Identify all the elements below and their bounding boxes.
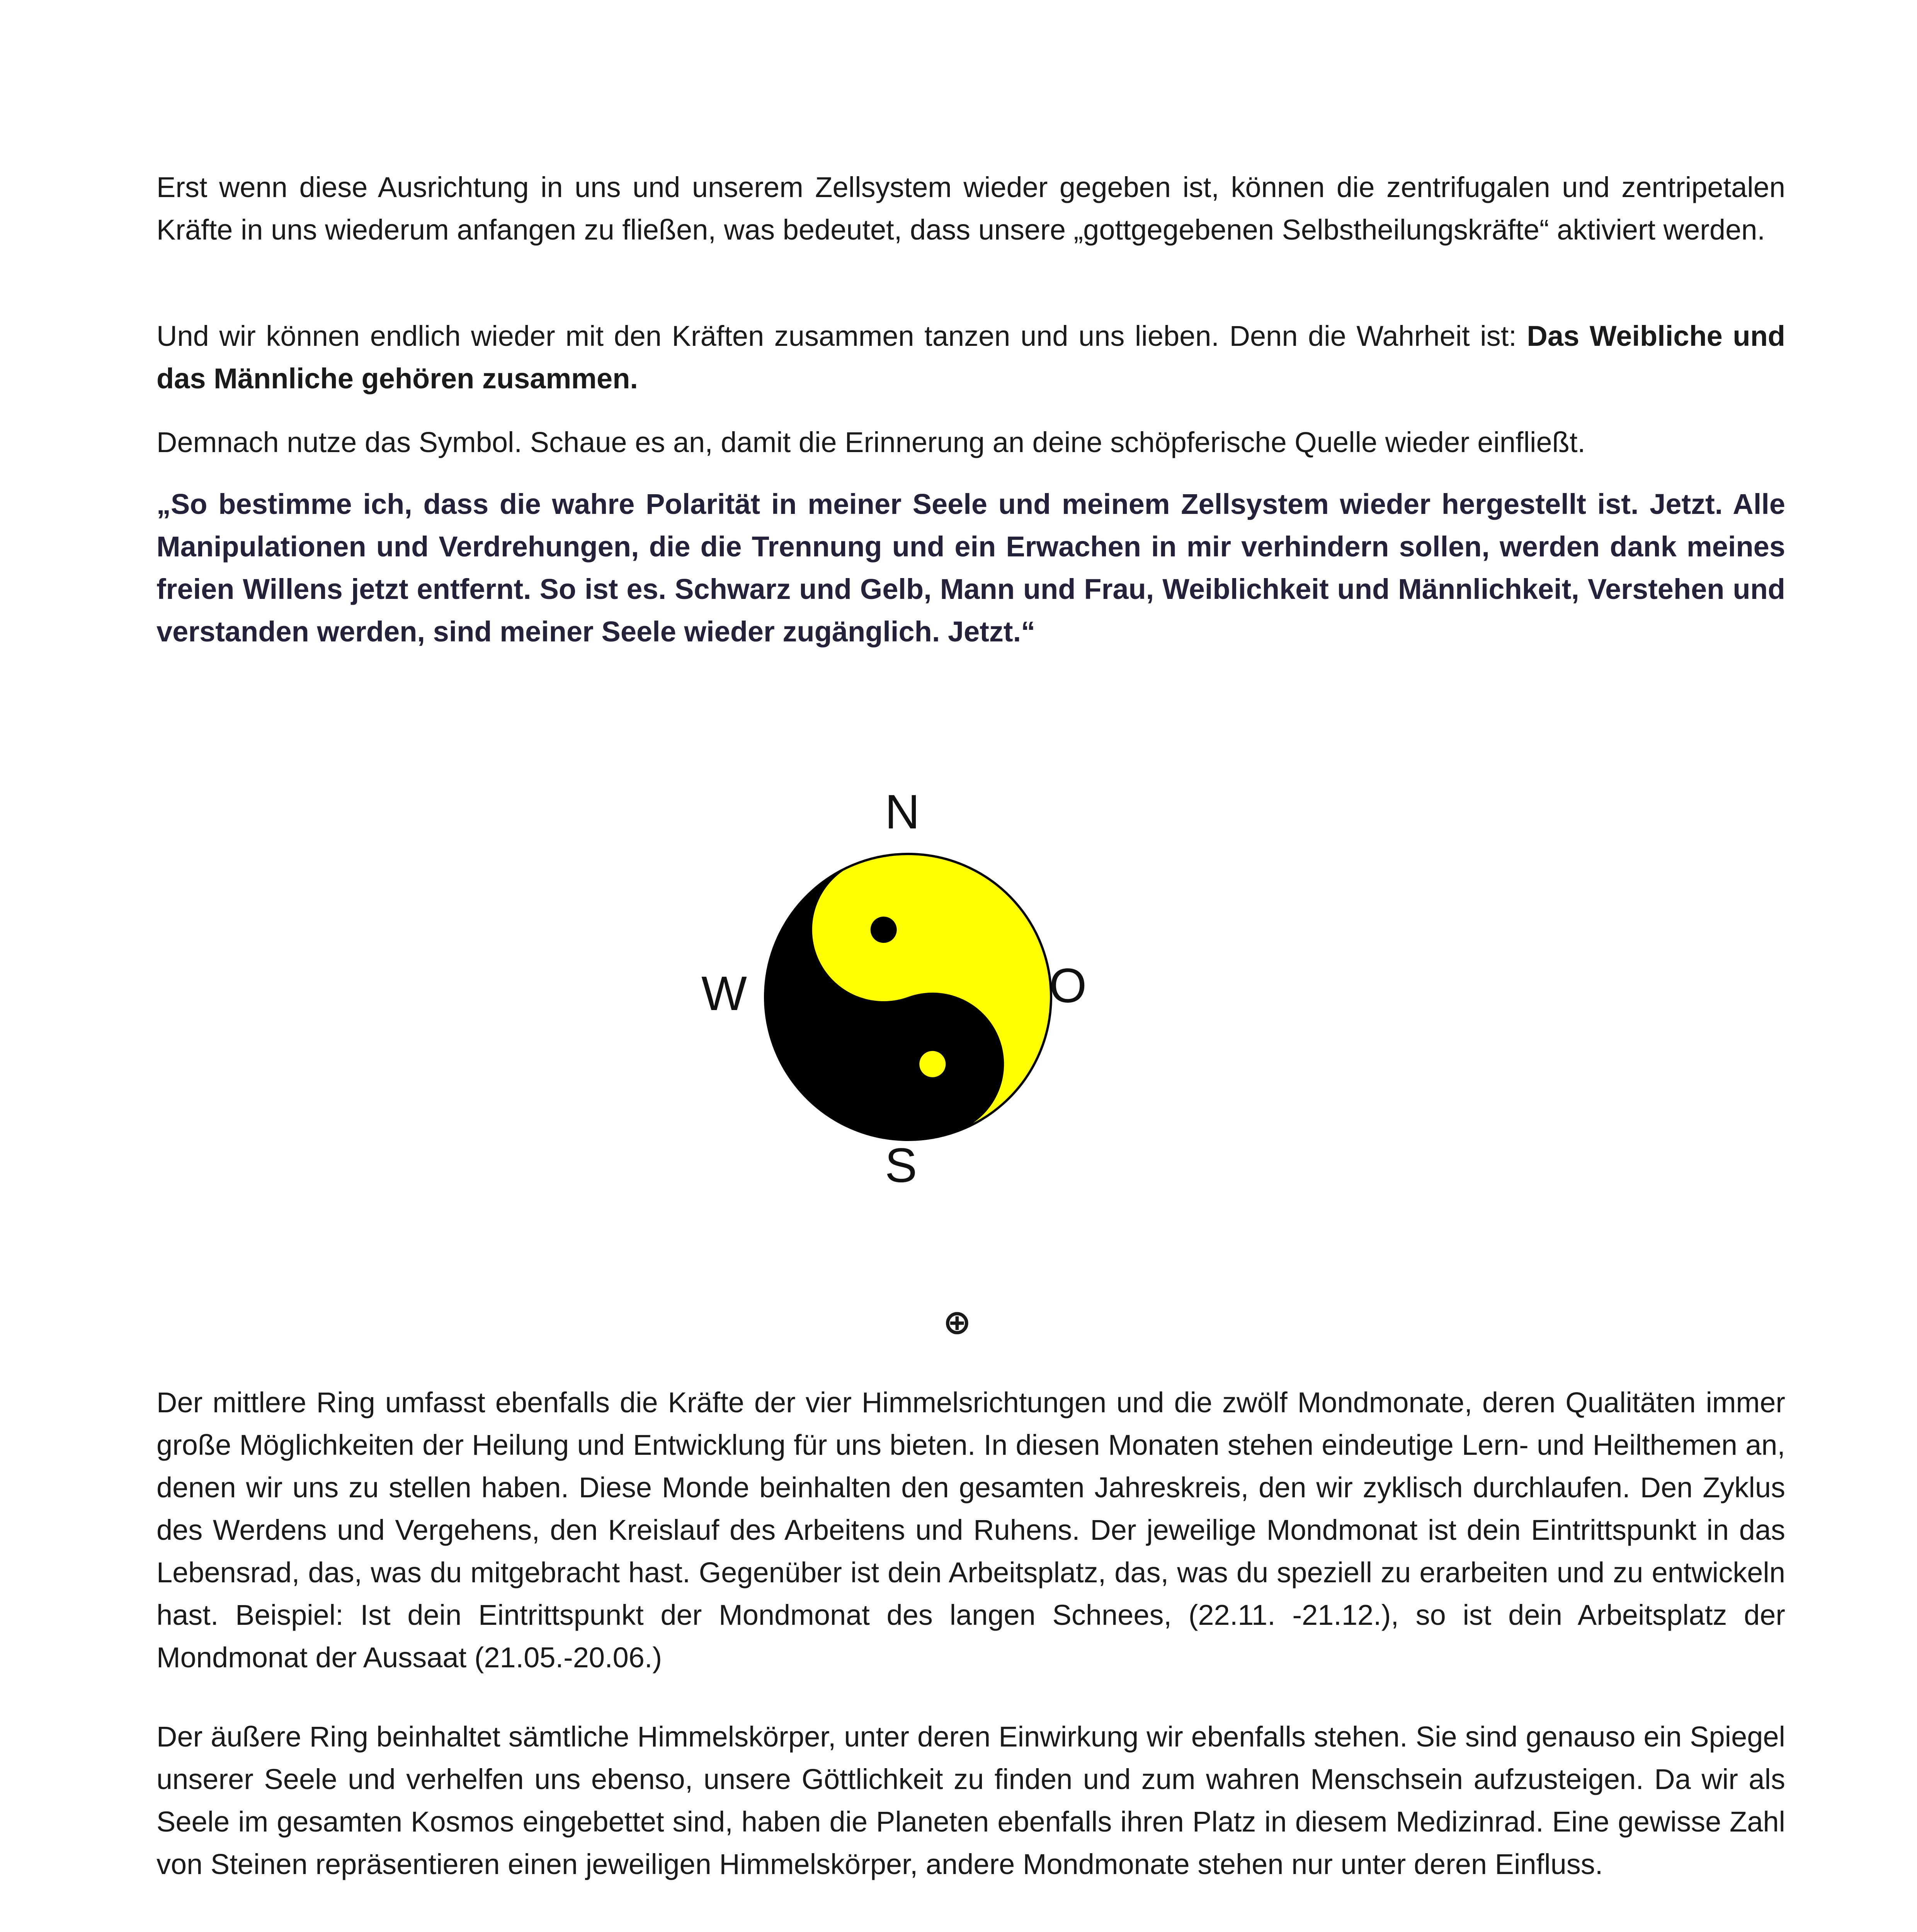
paragraph-text: Demnach nutze das Symbol. Schaue es an, damit die Erinnerung an deine schöpferische Quelle wieder einfließt. bbox=[156, 426, 1585, 458]
affirmation-text: „So bestimme ich, dass die wahre Polarität in meiner Seele und meinem Zellsystem wieder hergestellt ist. Jetzt. Alle Manipulationen und Verdrehungen, die die Trennung und ein Erwachen in mir verhindern sollen, werden dank meines freien Willens jetzt entfernt. So ist es. Schwarz und Gelb, Mann und Frau, Weiblichkeit und Männlichkeit, Verstehen und verstanden werden, sind meiner Seele wieder zugänglich. Jetzt.“ bbox=[156, 488, 1785, 648]
paragraph-outer-ring bbox=[156, 1716, 1785, 1886]
paragraph-symbol-hint bbox=[156, 421, 1785, 464]
paragraph-affirmation bbox=[156, 483, 1785, 653]
compass-west-label: W bbox=[701, 967, 747, 1020]
paragraph-normal-text: Und wir können endlich wieder mit den Kräften zusammen tanzen und uns lieben. Denn die Wahrheit ist: bbox=[156, 320, 1527, 352]
paragraph-text bbox=[156, 315, 1785, 400]
paragraph-alignment bbox=[156, 166, 1785, 251]
paragraph-bold-text: Das Weibliche und das Männliche gehören zusammen. bbox=[156, 320, 1785, 395]
compass-south-label: S bbox=[885, 1139, 917, 1192]
compass-east-label: O bbox=[1049, 959, 1087, 1013]
paragraph-text: Der äußere Ring beinhaltet sämtliche Himmelskörper, unter deren Einwirkung wir ebenfalls stehen. Sie sind genauso ein Spiegel unserer Seele und verhelfen uns ebenso, unsere Göttlichkeit zu finden und zum wahren Menschsein aufzusteigen. Da wir als Seele im gesamten Kosmos eingebettet sind, haben die Planeten ebenfalls ihren Platz in diesem Medizinrad. Eine gewisse Zahl von Steinen repräsentieren einen jeweiligen Himmelskörper, andere Mondmonate stehen nur unter deren Einfluss. bbox=[156, 1721, 1785, 1880]
paragraph-truth bbox=[156, 315, 1785, 400]
paragraph-middle-ring bbox=[156, 1381, 1785, 1679]
paragraph-text: Der mittlere Ring umfasst ebenfalls die Kräfte der vier Himmelsrichtungen und die zwölf Mondmonate, deren Qualitäten immer große Möglichkeiten der Heilung und Entwicklung für uns bieten. In diesen Monaten stehen eindeutige Lern- und Heilthemen an, denen wir uns zu stellen haben. Diese Monde beinhalten den gesamten Jahreskreis, den wir zyklisch durchlaufen. Den Zyklus des Werdens und Vergehens, den Kreislauf des Arbeitens und Ruhens. Der jeweilige Mondmonat ist dein Eintrittspunkt in das Lebensrad, das, was du mitgebracht hast. Gegenüber ist dein Arbeitsplatz, das, was du speziell zu erarbeiten und zu entwickeln hast. Beispiel: Ist dein Eintrittspunkt der Mondmonat des langen Schnees, (22.11. -21.12.), so ist dein Arbeitsplatz der Mondmonat der Aussaat (21.05.-20.06.) bbox=[156, 1386, 1785, 1673]
compass-north-label: N bbox=[885, 785, 920, 839]
section-separator-icon: ⊕ bbox=[943, 1302, 971, 1342]
paragraph-text: Erst wenn diese Ausrichtung in uns und unserem Zellsystem wieder gegeben ist, können die zentrifugalen und zentripetalen Kräfte in uns wiederum anfangen zu fließen, was bedeutet, dass unsere „gottgegebenen Selbstheilungskräfte“ aktiviert werden. bbox=[156, 171, 1785, 246]
